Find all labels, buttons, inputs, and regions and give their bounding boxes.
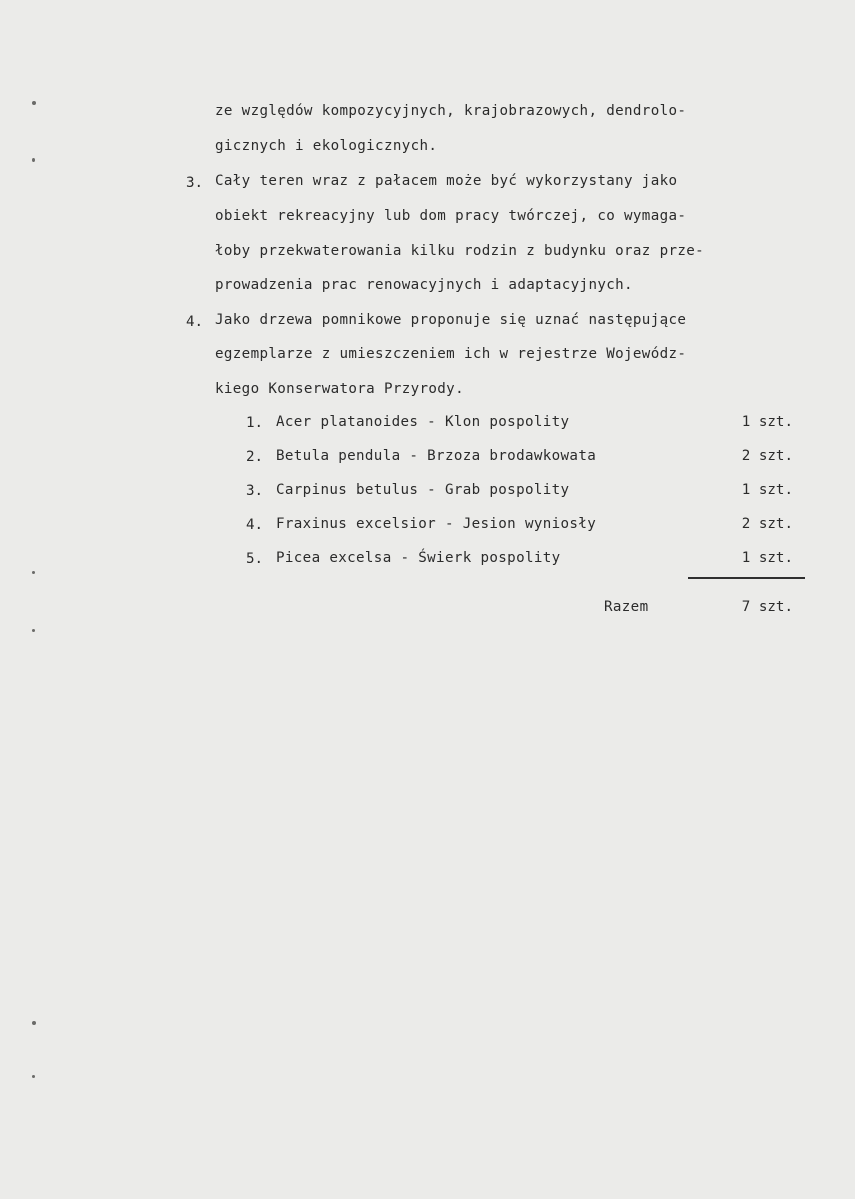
punch-mark: [32, 158, 35, 162]
body-text-line: gicznych i ekologicznych.: [215, 138, 438, 154]
punch-mark: [32, 101, 36, 105]
sum-underline: [688, 577, 805, 579]
tree-name: Picea excelsa - Świerk pospolity: [276, 550, 561, 566]
body-text-line: Jako drzewa pomnikowe proponuje się uznać następujące: [215, 312, 687, 328]
item-number: 1.: [246, 415, 264, 431]
body-text-line: egzemplarze z umieszczeniem ich w rejestrze Wojewódz-: [215, 346, 687, 362]
tree-quantity: 1 szt.: [741, 482, 793, 498]
item-number: 2.: [246, 449, 264, 465]
item-number: 5.: [246, 551, 264, 567]
item-number: 4.: [246, 517, 264, 533]
item-number: 3.: [246, 483, 264, 499]
tree-quantity: 2 szt.: [741, 516, 793, 532]
tree-quantity: 1 szt.: [741, 550, 793, 566]
body-text-line: prowadzenia prac renowacyjnych i adaptacyjnych.: [215, 277, 633, 293]
tree-name: Carpinus betulus - Grab pospolity: [276, 482, 570, 498]
punch-mark: [32, 1075, 35, 1078]
punch-mark: [32, 629, 35, 632]
total-quantity: 7 szt.: [741, 599, 793, 615]
tree-name: Acer platanoides - Klon pospolity: [276, 414, 570, 430]
body-text-line: łoby przekwaterowania kilku rodzin z budynku oraz prze-: [215, 243, 705, 259]
punch-mark: [32, 1021, 36, 1025]
tree-quantity: 2 szt.: [741, 448, 793, 464]
point-number: 4.: [186, 314, 204, 330]
tree-name: Betula pendula - Brzoza brodawkowata: [276, 448, 597, 464]
body-text-line: ze względów kompozycyjnych, krajobrazowych, dendrolo-: [215, 103, 687, 119]
body-text-line: kiego Konserwatora Przyrody.: [215, 381, 464, 397]
punch-mark: [32, 571, 35, 574]
point-number: 3.: [186, 175, 204, 191]
body-text-line: Cały teren wraz z pałacem może być wykorzystany jako: [215, 173, 678, 189]
tree-name: Fraxinus excelsior - Jesion wyniosły: [276, 516, 597, 532]
tree-quantity: 1 szt.: [741, 414, 793, 430]
total-label: Razem: [604, 599, 649, 615]
body-text-line: obiekt rekreacyjny lub dom pracy twórczej, co wymaga-: [215, 208, 687, 224]
